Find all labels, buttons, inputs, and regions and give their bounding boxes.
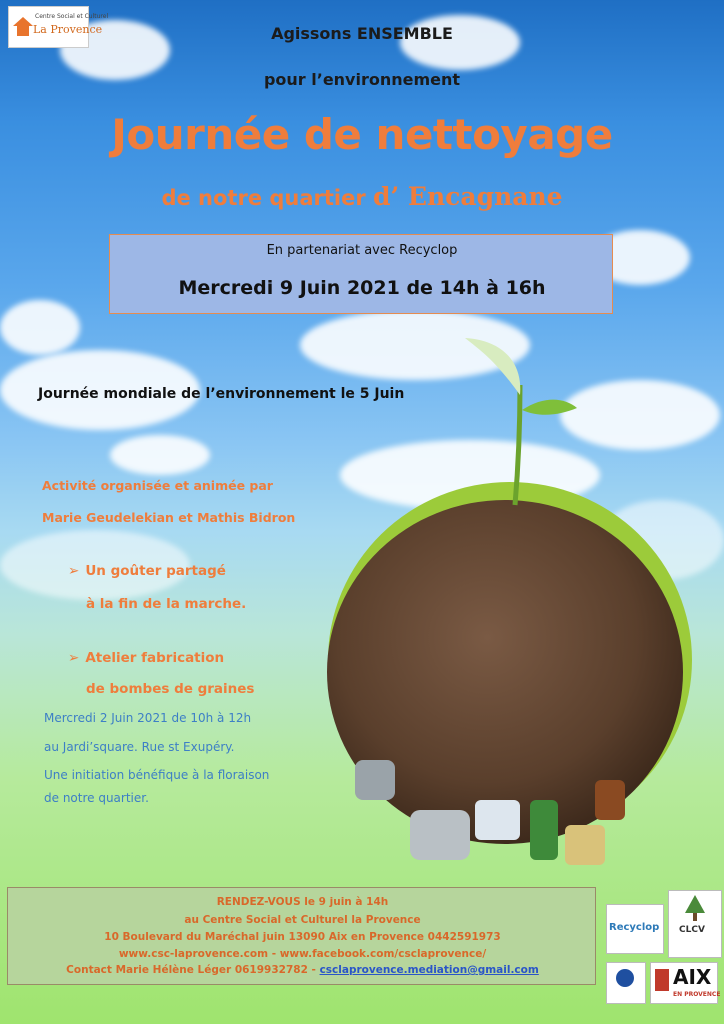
header-line1: Agissons ENSEMBLE: [271, 24, 453, 43]
email-link[interactable]: csclaprovence.mediation@gmail.com: [319, 964, 539, 976]
arrow-right-icon: ➢: [68, 563, 80, 579]
atelier-date: Mercredi 2 Juin 2021 de 10h à 12h: [44, 711, 252, 725]
aix-label: AIX: [673, 965, 712, 989]
circle-emblem-icon: [616, 969, 634, 987]
rdv-line2: au Centre Social et Culturel la Provence: [184, 914, 421, 926]
can-icon: [355, 760, 395, 800]
aix-logo: [650, 962, 721, 1004]
bullet-text: Un goûter partagé: [85, 563, 226, 579]
aix-shield-icon: [655, 969, 669, 991]
activity-line1: Activité organisée et animée par: [42, 478, 273, 493]
mondial-day: Journée mondiale de l’environnement le 5 Juin: [38, 386, 405, 402]
logo-line1: Centre Social et Culturel: [35, 13, 109, 20]
activity-line2: Marie Geudelekian et Mathis Bidron: [42, 510, 296, 525]
atelier-location: au Jardi’square. Rue st Exupéry.: [44, 740, 235, 754]
atelier-info2: de notre quartier.: [44, 791, 149, 805]
earth-illustration: [315, 320, 700, 890]
recyclop-logo: [606, 904, 664, 954]
bullet-atelier: [68, 650, 224, 666]
bullet-goûter-line2: à la fin de la marche.: [86, 596, 247, 612]
box-icon: [565, 825, 605, 865]
bottle-icon: [595, 780, 625, 820]
plastic-icon: [475, 800, 520, 840]
subtitle-part2: d’ Encagnane: [373, 182, 563, 211]
partner-box: [109, 234, 613, 314]
leaf-icon: [522, 400, 577, 415]
round-logo: [606, 962, 646, 1004]
clcv-label: CLCV: [679, 925, 705, 935]
rdv-line5: [8, 964, 597, 976]
tree-icon: [685, 895, 705, 921]
logo-line2: La Provence: [33, 23, 103, 36]
atelier-info1: Une initiation bénéfique à la floraison: [44, 768, 270, 782]
aix-sub: EN PROVENCE: [673, 991, 721, 998]
leaf-icon: [465, 338, 520, 395]
cloud: [0, 300, 80, 355]
arrow-right-icon: ➢: [68, 650, 80, 666]
event-date: Mercredi 9 Juin 2021 de 14h à 16h: [178, 277, 546, 299]
bullet-atelier-line2: de bombes de graines: [86, 681, 255, 697]
rdv-line3: 10 Boulevard du Maréchal juin 13090 Aix en Provence 0442591973: [104, 931, 501, 943]
header-line2: pour l’environnement: [263, 70, 461, 89]
subtitle: [0, 182, 724, 211]
clcv-logo: [668, 890, 722, 958]
subtitle-part1: de notre quartier: [161, 186, 366, 210]
rendezvous-box: [7, 887, 596, 985]
recyclop-label: Recyclop: [609, 922, 660, 933]
bullet-goûter: [68, 563, 226, 579]
partner-line: En partenariat avec Recyclop: [266, 243, 458, 258]
bottle-icon: [530, 800, 558, 860]
page-title: Journée de nettoyage: [111, 110, 613, 159]
rdv-line1: RENDEZ-VOUS le 9 juin à 14h: [216, 896, 389, 908]
bullet-text: Atelier fabrication: [85, 650, 225, 666]
can-icon: [410, 810, 470, 860]
rdv-line4: www.csc-laprovence.com - www.facebook.com/csclaprovence/: [118, 948, 487, 960]
contact-text: Contact Marie Hélène Léger 0619932782 -: [66, 964, 320, 976]
cloud: [110, 435, 210, 475]
